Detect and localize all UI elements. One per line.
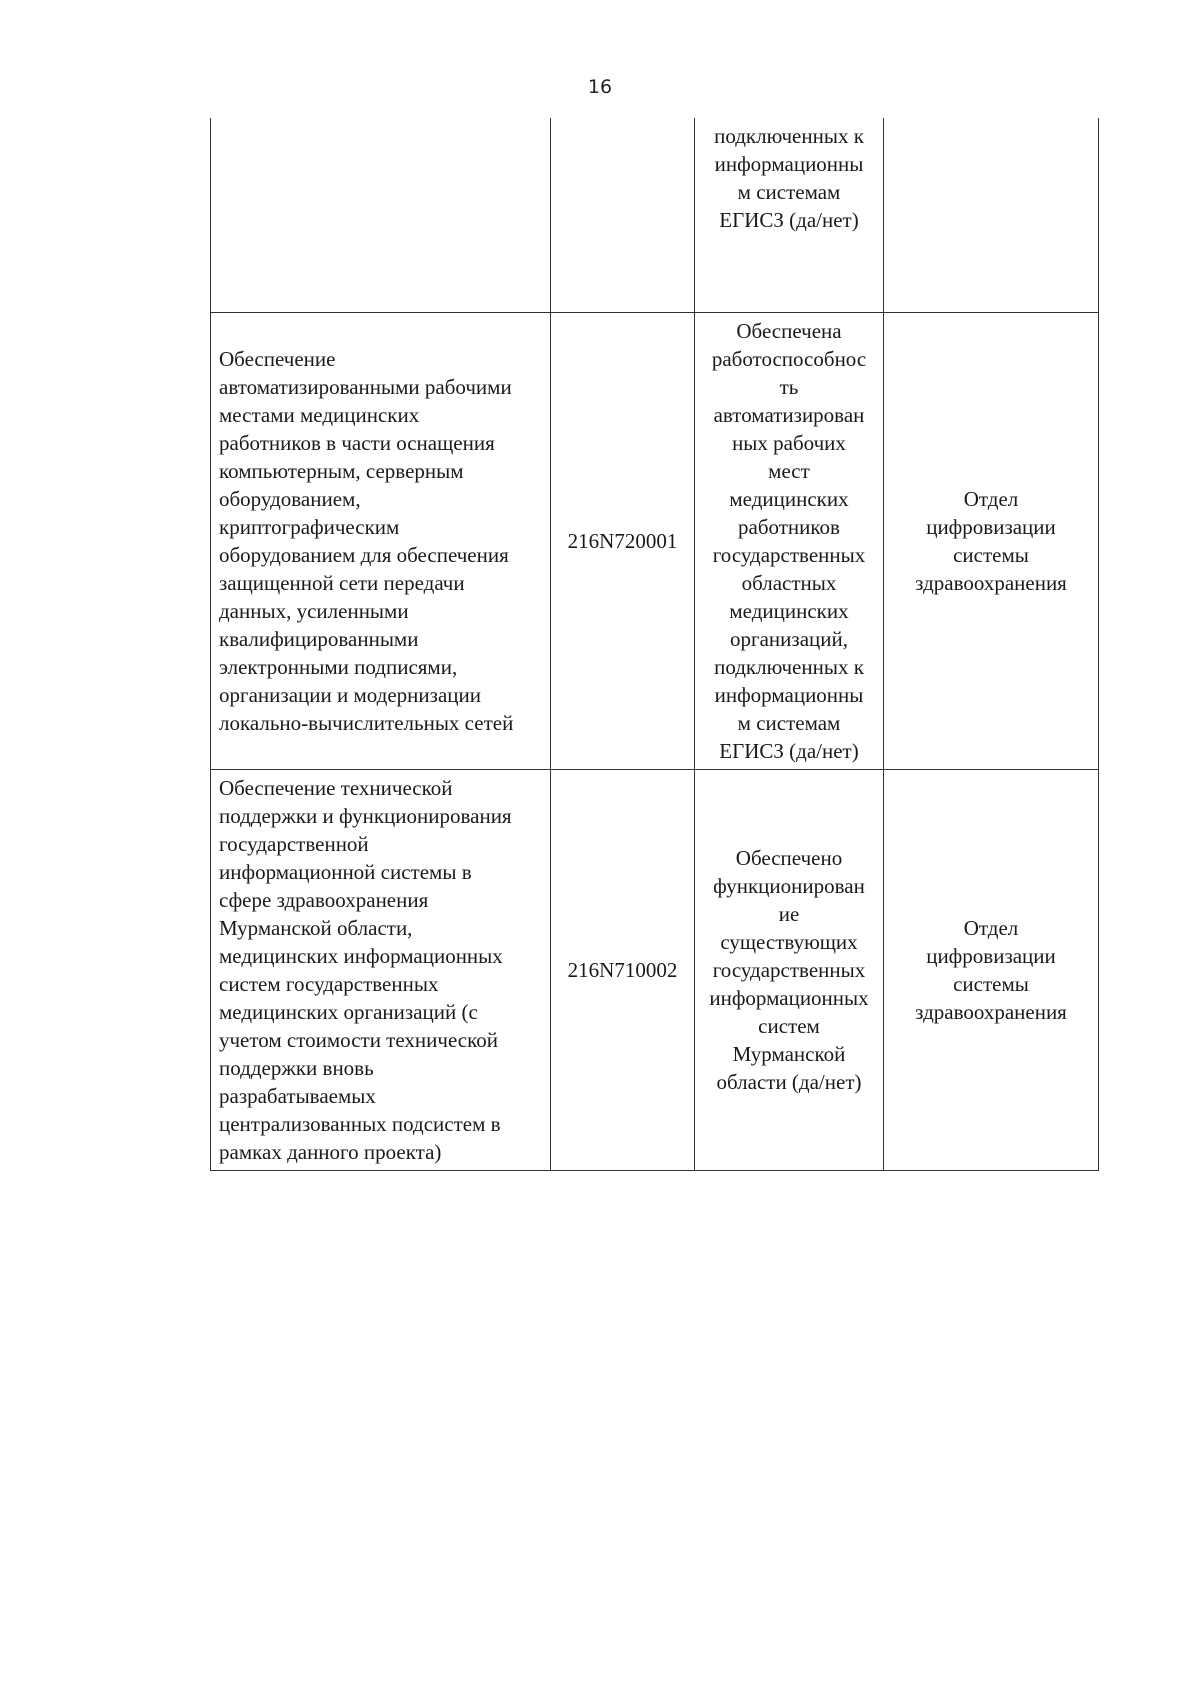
task-cell: Обеспечение технической поддержки и функционирования государственной информационной системы в сфере здравоохранения Мурманской области, медицинских информационных систем государственных медицинских организаций (с учетом стоимости технической поддержки вновь разрабатываемых централизованных подсистем в рамках данного проекта): [211, 769, 551, 1170]
measures-table: [210, 118, 1099, 1171]
code-cell: [551, 118, 695, 312]
responsible-cell: [884, 118, 1099, 312]
task-cell: Обеспечение автоматизированными рабочими местами медицинских работников в части оснащения компьютерным, серверным оборудованием, криптографическим оборудованием для обеспечения защищенной сети передачи данных, усиленными квалифицированными электронными подписями, организации и модернизации локально-вычислительных сетей: [211, 312, 551, 769]
code-cell: 216N720001: [551, 312, 695, 769]
task-cell: [211, 118, 551, 312]
table-row: [211, 312, 1099, 769]
result-cell: Обеспечена работоспособнос ть автоматизирован ных рабочих мест медицинских работников государственных областных медицинских организаций, подключенных к информационны м системам ЕГИСЗ (да/нет): [695, 312, 884, 769]
responsible-cell: Отдел цифровизации системы здравоохранения: [884, 769, 1099, 1170]
code-cell: 216N710002: [551, 769, 695, 1170]
result-cell: подключенных к информационны м системам ЕГИСЗ (да/нет): [695, 118, 884, 312]
table-row: [211, 769, 1099, 1170]
result-cell: Обеспечено функционирован ие существующих государственных информационных систем Мурманской области (да/нет): [695, 769, 884, 1170]
responsible-cell: Отдел цифровизации системы здравоохранения: [884, 312, 1099, 769]
table-row: [211, 118, 1099, 312]
page-number: 16: [587, 76, 613, 98]
